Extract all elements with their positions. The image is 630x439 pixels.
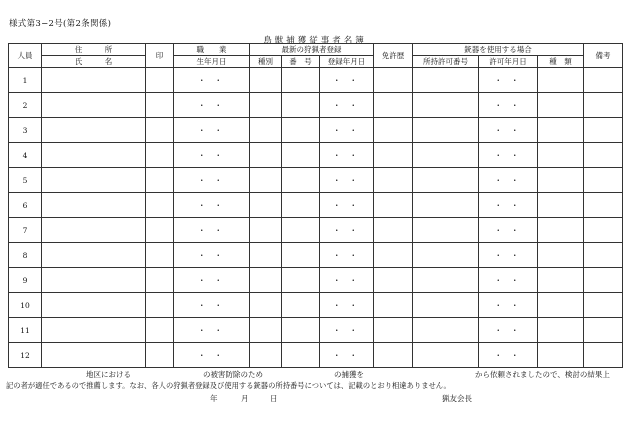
row-number: 1 bbox=[9, 68, 42, 93]
table-row bbox=[9, 318, 623, 343]
registration-date-cell: ・ ・ bbox=[320, 293, 374, 318]
possession-permit-number-cell bbox=[413, 168, 479, 193]
remarks-cell bbox=[584, 293, 623, 318]
remarks-cell bbox=[584, 168, 623, 193]
possession-permit-number-cell bbox=[413, 193, 479, 218]
address-name-cell bbox=[42, 218, 146, 243]
seal-cell bbox=[146, 243, 174, 268]
possession-permit-number-cell bbox=[413, 318, 479, 343]
hunter-number-cell bbox=[282, 318, 320, 343]
permit-date-cell: ・ ・ bbox=[479, 143, 538, 168]
header-birth-date: 生年月日 bbox=[174, 56, 250, 68]
table-row bbox=[9, 293, 623, 318]
hunter-type-cell bbox=[250, 293, 282, 318]
license-history-cell bbox=[374, 293, 413, 318]
row-number: 11 bbox=[9, 318, 42, 343]
address-name-cell bbox=[42, 118, 146, 143]
firearm-type-cell bbox=[538, 343, 584, 368]
hunter-type-cell bbox=[250, 218, 282, 243]
row-number: 4 bbox=[9, 143, 42, 168]
firearm-type-cell bbox=[538, 243, 584, 268]
seal-cell bbox=[146, 193, 174, 218]
address-name-cell bbox=[42, 343, 146, 368]
header-license-history: 免許歴 bbox=[374, 44, 413, 68]
row-number: 10 bbox=[9, 293, 42, 318]
header-firearm-use: 銃器を使用する場合 bbox=[413, 44, 584, 56]
hunter-type-cell bbox=[250, 68, 282, 93]
address-name-cell bbox=[42, 243, 146, 268]
license-history-cell bbox=[374, 168, 413, 193]
table-body bbox=[9, 68, 623, 368]
footer-hunting-club-chair: 猟友会長 bbox=[442, 394, 472, 403]
possession-permit-number-cell bbox=[413, 343, 479, 368]
occupation-birth-cell: ・ ・ bbox=[174, 143, 250, 168]
address-name-cell bbox=[42, 143, 146, 168]
remarks-cell bbox=[584, 118, 623, 143]
license-history-cell bbox=[374, 68, 413, 93]
occupation-birth-cell: ・ ・ bbox=[174, 218, 250, 243]
address-name-cell bbox=[42, 68, 146, 93]
register-table bbox=[8, 43, 623, 368]
seal-cell bbox=[146, 93, 174, 118]
remarks-cell bbox=[584, 268, 623, 293]
hunter-number-cell bbox=[282, 218, 320, 243]
license-history-cell bbox=[374, 343, 413, 368]
permit-date-cell: ・ ・ bbox=[479, 68, 538, 93]
remarks-cell bbox=[584, 93, 623, 118]
table-row bbox=[9, 168, 623, 193]
occupation-birth-cell: ・ ・ bbox=[174, 268, 250, 293]
table-row bbox=[9, 143, 623, 168]
form-number: 様式第3−2号(第2条関係) bbox=[9, 19, 112, 29]
row-number: 2 bbox=[9, 93, 42, 118]
hunter-type-cell bbox=[250, 93, 282, 118]
occupation-birth-cell: ・ ・ bbox=[174, 343, 250, 368]
license-history-cell bbox=[374, 243, 413, 268]
seal-cell bbox=[146, 168, 174, 193]
license-history-cell bbox=[374, 143, 413, 168]
occupation-birth-cell: ・ ・ bbox=[174, 93, 250, 118]
header-hunter-number: 番 号 bbox=[282, 56, 320, 68]
occupation-birth-cell: ・ ・ bbox=[174, 318, 250, 343]
footer-capture: の捕獲を bbox=[334, 370, 364, 379]
registration-date-cell: ・ ・ bbox=[320, 268, 374, 293]
row-number: 3 bbox=[9, 118, 42, 143]
hunter-number-cell bbox=[282, 93, 320, 118]
hunter-type-cell bbox=[250, 268, 282, 293]
footer-request: から依頼されましたので、検討の結果上 bbox=[475, 370, 610, 379]
hunter-number-cell bbox=[282, 193, 320, 218]
seal-cell bbox=[146, 218, 174, 243]
license-history-cell bbox=[374, 218, 413, 243]
occupation-birth-cell: ・ ・ bbox=[174, 243, 250, 268]
row-number: 12 bbox=[9, 343, 42, 368]
remarks-cell bbox=[584, 243, 623, 268]
table-row bbox=[9, 118, 623, 143]
license-history-cell bbox=[374, 193, 413, 218]
permit-date-cell: ・ ・ bbox=[479, 218, 538, 243]
license-history-cell bbox=[374, 118, 413, 143]
hunter-type-cell bbox=[250, 118, 282, 143]
header-possession-permit-number: 所持許可番号 bbox=[413, 56, 479, 68]
firearm-type-cell bbox=[538, 93, 584, 118]
page-title: 鳥獣捕獲従事者名簿 bbox=[263, 36, 367, 46]
possession-permit-number-cell bbox=[413, 93, 479, 118]
possession-permit-number-cell bbox=[413, 68, 479, 93]
footer-damage-prevention: の被害防除のため bbox=[203, 370, 263, 379]
footer-year: 年 bbox=[210, 394, 218, 403]
registration-date-cell: ・ ・ bbox=[320, 143, 374, 168]
row-number: 9 bbox=[9, 268, 42, 293]
header-row-1 bbox=[9, 44, 623, 56]
firearm-type-cell bbox=[538, 218, 584, 243]
seal-cell bbox=[146, 343, 174, 368]
remarks-cell bbox=[584, 193, 623, 218]
permit-date-cell: ・ ・ bbox=[479, 243, 538, 268]
header-seal: 印 bbox=[146, 44, 174, 68]
license-history-cell bbox=[374, 318, 413, 343]
hunter-number-cell bbox=[282, 293, 320, 318]
header-row-2 bbox=[9, 56, 623, 68]
seal-cell bbox=[146, 118, 174, 143]
permit-date-cell: ・ ・ bbox=[479, 93, 538, 118]
address-name-cell bbox=[42, 268, 146, 293]
footer-month: 月 bbox=[241, 394, 249, 403]
permit-date-cell: ・ ・ bbox=[479, 318, 538, 343]
possession-permit-number-cell bbox=[413, 143, 479, 168]
hunter-number-cell bbox=[282, 143, 320, 168]
occupation-birth-cell: ・ ・ bbox=[174, 168, 250, 193]
possession-permit-number-cell bbox=[413, 268, 479, 293]
firearm-type-cell bbox=[538, 193, 584, 218]
header-registration-date: 登録年月日 bbox=[320, 56, 374, 68]
permit-date-cell: ・ ・ bbox=[479, 268, 538, 293]
occupation-birth-cell: ・ ・ bbox=[174, 193, 250, 218]
registration-date-cell: ・ ・ bbox=[320, 118, 374, 143]
permit-date-cell: ・ ・ bbox=[479, 168, 538, 193]
seal-cell bbox=[146, 268, 174, 293]
hunter-type-cell bbox=[250, 343, 282, 368]
occupation-birth-cell: ・ ・ bbox=[174, 118, 250, 143]
hunter-number-cell bbox=[282, 268, 320, 293]
firearm-type-cell bbox=[538, 143, 584, 168]
remarks-cell bbox=[584, 218, 623, 243]
firearm-type-cell bbox=[538, 118, 584, 143]
permit-date-cell: ・ ・ bbox=[479, 343, 538, 368]
table-row bbox=[9, 218, 623, 243]
row-number: 5 bbox=[9, 168, 42, 193]
possession-permit-number-cell bbox=[413, 118, 479, 143]
table-row bbox=[9, 243, 623, 268]
hunter-number-cell bbox=[282, 68, 320, 93]
permit-date-cell: ・ ・ bbox=[479, 193, 538, 218]
registration-date-cell: ・ ・ bbox=[320, 243, 374, 268]
header-remarks: 備考 bbox=[584, 44, 623, 68]
occupation-birth-cell: ・ ・ bbox=[174, 68, 250, 93]
row-number: 8 bbox=[9, 243, 42, 268]
row-number: 6 bbox=[9, 193, 42, 218]
remarks-cell bbox=[584, 68, 623, 93]
seal-cell bbox=[146, 143, 174, 168]
header-persons: 人員 bbox=[9, 44, 42, 68]
hunter-type-cell bbox=[250, 143, 282, 168]
address-name-cell bbox=[42, 193, 146, 218]
permit-date-cell: ・ ・ bbox=[479, 293, 538, 318]
header-firearm-type: 種 類 bbox=[538, 56, 584, 68]
header-address: 住 所 bbox=[42, 44, 146, 56]
footer-day: 日 bbox=[270, 394, 278, 403]
firearm-type-cell bbox=[538, 68, 584, 93]
table-row bbox=[9, 93, 623, 118]
remarks-cell bbox=[584, 343, 623, 368]
license-history-cell bbox=[374, 268, 413, 293]
possession-permit-number-cell bbox=[413, 218, 479, 243]
registration-date-cell: ・ ・ bbox=[320, 168, 374, 193]
registration-date-cell: ・ ・ bbox=[320, 93, 374, 118]
hunter-type-cell bbox=[250, 318, 282, 343]
hunter-number-cell bbox=[282, 243, 320, 268]
hunter-type-cell bbox=[250, 168, 282, 193]
header-permit-date: 許可年月日 bbox=[479, 56, 538, 68]
header-name: 氏 名 bbox=[42, 56, 146, 68]
possession-permit-number-cell bbox=[413, 293, 479, 318]
table-row bbox=[9, 343, 623, 368]
hunter-type-cell bbox=[250, 193, 282, 218]
seal-cell bbox=[146, 318, 174, 343]
firearm-type-cell bbox=[538, 293, 584, 318]
hunter-number-cell bbox=[282, 118, 320, 143]
table-row bbox=[9, 268, 623, 293]
occupation-birth-cell: ・ ・ bbox=[174, 293, 250, 318]
hunter-number-cell bbox=[282, 343, 320, 368]
firearm-type-cell bbox=[538, 268, 584, 293]
firearm-type-cell bbox=[538, 318, 584, 343]
license-history-cell bbox=[374, 93, 413, 118]
registration-date-cell: ・ ・ bbox=[320, 193, 374, 218]
header-occupation: 職 業 bbox=[174, 44, 250, 56]
address-name-cell bbox=[42, 318, 146, 343]
address-name-cell bbox=[42, 93, 146, 118]
footer-line-2: 記の者が適任であるので推薦します。なお、各人の狩猟者登録及び使用する銃器の所持番号については、記載のとおり相違ありません。 bbox=[6, 381, 451, 390]
seal-cell bbox=[146, 68, 174, 93]
registration-date-cell: ・ ・ bbox=[320, 218, 374, 243]
table-row bbox=[9, 193, 623, 218]
hunter-type-cell bbox=[250, 243, 282, 268]
hunter-number-cell bbox=[282, 168, 320, 193]
seal-cell bbox=[146, 293, 174, 318]
footer-district: 地区における bbox=[86, 370, 131, 379]
table-row bbox=[9, 68, 623, 93]
registration-date-cell: ・ ・ bbox=[320, 68, 374, 93]
remarks-cell bbox=[584, 318, 623, 343]
row-number: 7 bbox=[9, 218, 42, 243]
remarks-cell bbox=[584, 143, 623, 168]
registration-date-cell: ・ ・ bbox=[320, 318, 374, 343]
firearm-type-cell bbox=[538, 168, 584, 193]
permit-date-cell: ・ ・ bbox=[479, 118, 538, 143]
possession-permit-number-cell bbox=[413, 243, 479, 268]
address-name-cell bbox=[42, 293, 146, 318]
registration-date-cell: ・ ・ bbox=[320, 343, 374, 368]
header-hunter-registration: 最新の狩猟者登録 bbox=[250, 44, 374, 56]
header-hunter-type: 種別 bbox=[250, 56, 282, 68]
address-name-cell bbox=[42, 168, 146, 193]
